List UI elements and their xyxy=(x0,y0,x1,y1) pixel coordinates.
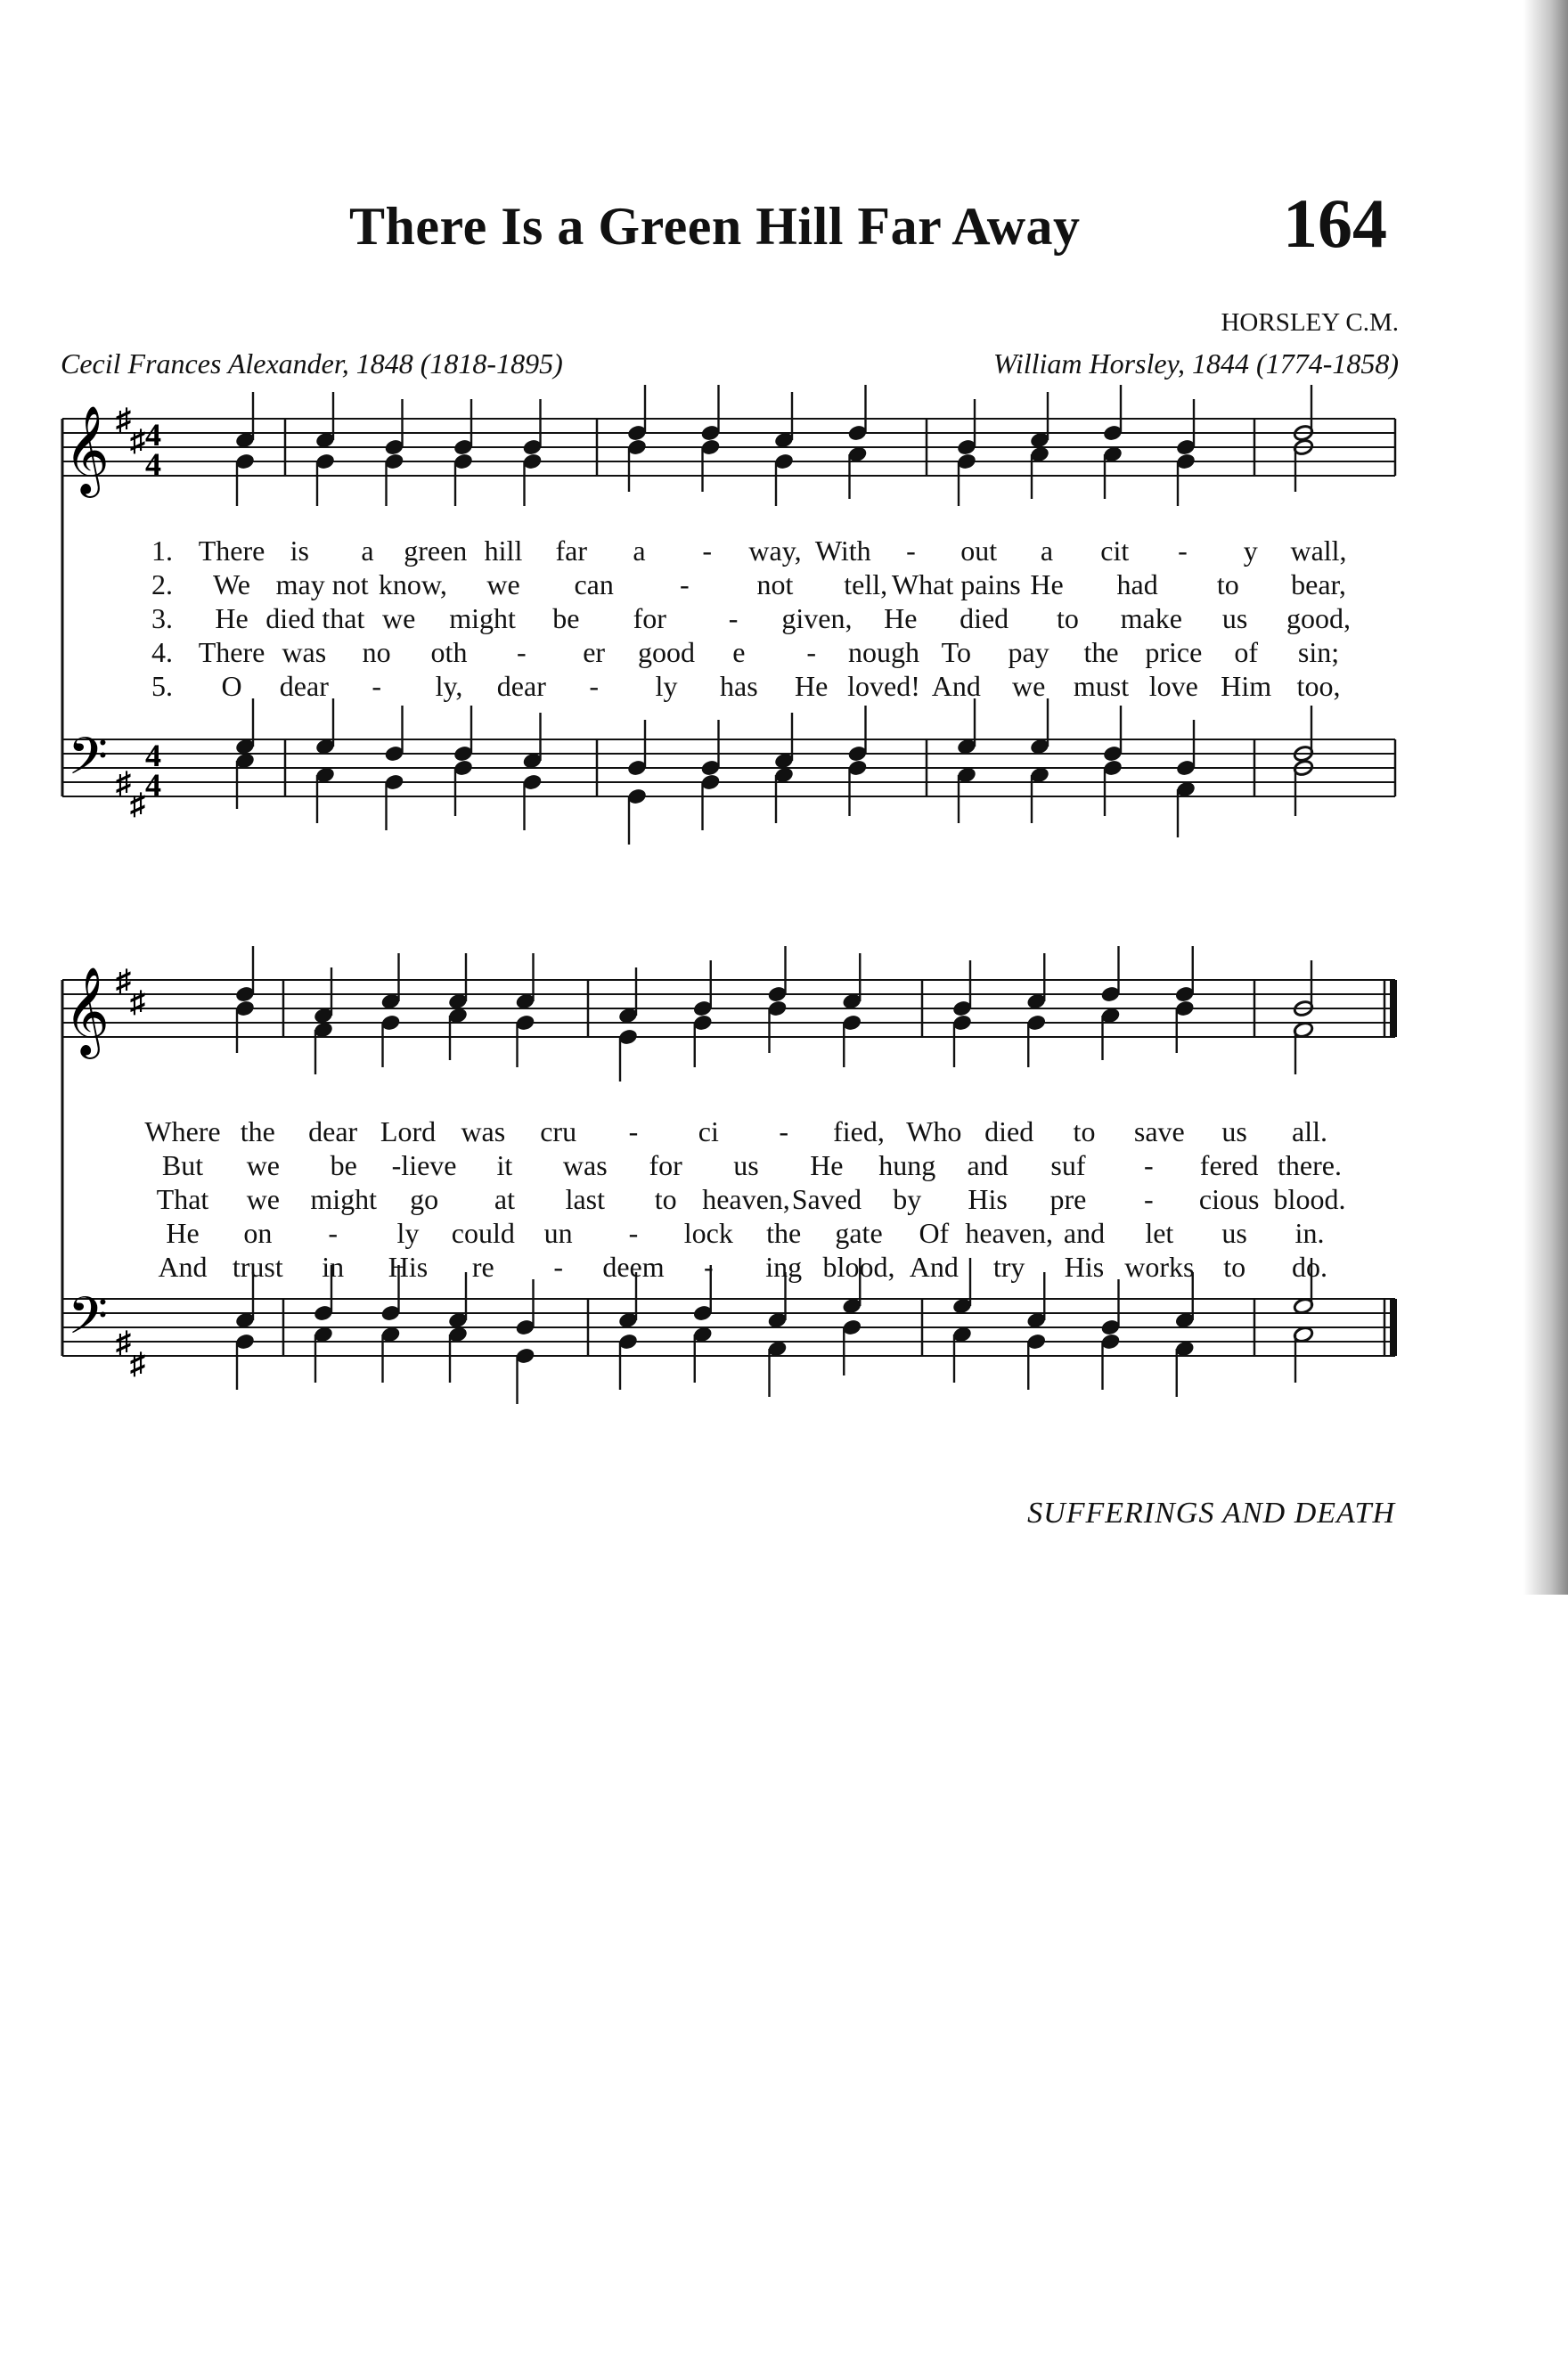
verse-5-line-2 xyxy=(0,1251,1568,1286)
lyric-syllable: - xyxy=(702,535,713,567)
lyric-syllable: far xyxy=(555,535,588,567)
lyric-syllable: a xyxy=(633,535,646,567)
lyric-syllable: last xyxy=(565,1183,605,1215)
lyric-syllable: is xyxy=(290,535,309,567)
lyric-syllable: We xyxy=(213,568,250,600)
lyric-syllable: heaven, xyxy=(702,1183,790,1215)
lyric-syllable: But xyxy=(161,1149,204,1181)
verse-number: 3. xyxy=(151,602,173,634)
final-barline xyxy=(1390,1299,1397,1356)
lyric-syllable: - xyxy=(906,535,916,567)
lyric-syllable: we xyxy=(246,1149,280,1181)
section-footer: SUFFERINGS AND DEATH xyxy=(1027,1497,1395,1530)
lyric-syllable: ing xyxy=(765,1251,803,1283)
lyric-syllable: price xyxy=(1145,636,1203,668)
lyric-syllable: Saved xyxy=(791,1183,862,1215)
lyric-syllable: hill xyxy=(484,535,523,567)
lyric-syllable: To xyxy=(941,636,971,668)
lyric-syllable: suf xyxy=(1050,1149,1086,1181)
lyric-syllable: cious xyxy=(1198,1183,1260,1215)
lyric-syllable: no xyxy=(362,636,391,668)
lyric-syllable: Him xyxy=(1221,670,1272,702)
lyric-syllable: way, xyxy=(748,535,802,567)
lyric-syllable: There xyxy=(198,535,265,567)
lyric-syllable: was xyxy=(282,636,327,668)
verse-5-line-1 xyxy=(0,670,1568,706)
lyric-syllable: His xyxy=(1064,1251,1105,1283)
sharp-sign: ♯ xyxy=(116,767,131,800)
lyric-syllable: lock xyxy=(683,1217,733,1249)
lyric-syllable: green xyxy=(404,535,468,567)
bass-clef-icon: 𝄢 xyxy=(68,1289,109,1358)
verse-number: 4. xyxy=(151,636,173,668)
lyric-syllable: ly xyxy=(655,670,678,702)
lyric-syllable: save xyxy=(1133,1115,1185,1147)
verse-1-line-1 xyxy=(0,535,1568,570)
lyric-syllable: He xyxy=(810,1149,844,1181)
lyric-syllable: we xyxy=(382,602,416,634)
lyric-syllable: us xyxy=(1221,602,1248,634)
bass-clef-icon: 𝄢 xyxy=(68,730,109,798)
lyric-syllable: deem xyxy=(602,1251,665,1283)
lyric-syllable: That xyxy=(156,1183,209,1215)
lyric-syllable: might xyxy=(449,602,516,634)
lyric-syllable: make xyxy=(1120,602,1182,634)
lyric-syllable: to xyxy=(1216,568,1239,600)
lyric-syllable: had xyxy=(1116,568,1158,600)
lyric-syllable: it xyxy=(496,1149,513,1181)
author-credit: Cecil Frances Alexander, 1848 (1818-1895) xyxy=(61,347,563,380)
lyric-syllable: let xyxy=(1145,1217,1174,1249)
lyric-syllable: loved! xyxy=(847,670,920,702)
lyric-syllable: the xyxy=(240,1115,275,1147)
verse-3-line-1 xyxy=(0,602,1568,638)
lyric-syllable: for xyxy=(649,1149,682,1181)
lyric-syllable: hung xyxy=(878,1149,936,1181)
lyric-syllable: good xyxy=(638,636,695,668)
lyric-syllable: - xyxy=(628,1217,639,1249)
lyric-syllable: e xyxy=(732,636,746,668)
verse-number: 2. xyxy=(151,568,173,600)
lyric-syllable: pre xyxy=(1049,1183,1087,1215)
lyric-syllable: all. xyxy=(1292,1115,1327,1147)
page-edge-shadow xyxy=(1523,0,1568,1595)
lyric-syllable: - xyxy=(779,1115,788,1147)
final-barline xyxy=(1390,980,1397,1037)
lyric-syllable: Where xyxy=(144,1115,221,1147)
lyric-syllable: dear xyxy=(496,670,546,702)
lyric-syllable: - xyxy=(372,670,381,702)
sharp-sign: ♯ xyxy=(130,1348,145,1381)
lyric-syllable: - xyxy=(1178,535,1188,567)
lyric-syllable: and xyxy=(967,1149,1009,1181)
lyric-syllable: there. xyxy=(1278,1149,1342,1181)
lyric-syllable: a xyxy=(1040,535,1054,567)
lyric-syllable: died xyxy=(960,602,1009,634)
lyric-syllable: in xyxy=(322,1251,345,1283)
lyric-syllable: pay xyxy=(1008,636,1049,668)
lyric-syllable: given, xyxy=(781,602,853,634)
lyric-syllable: cit xyxy=(1100,535,1130,567)
lyric-syllable: oth xyxy=(430,636,468,668)
lyric-syllable: heaven, xyxy=(965,1217,1053,1249)
lyric-syllable: He xyxy=(166,1217,200,1249)
lyric-syllable: dear xyxy=(279,670,329,702)
lyric-syllable: good, xyxy=(1286,602,1351,634)
lyric-syllable: - xyxy=(1143,1149,1154,1181)
lyric-syllable: be xyxy=(552,602,580,634)
lyric-syllable: at xyxy=(494,1183,515,1215)
lyric-syllable: re xyxy=(471,1251,494,1283)
lyric-syllable: could xyxy=(451,1217,515,1249)
treble-clef-icon: 𝄞 xyxy=(64,968,110,1054)
verse-4-line-1 xyxy=(0,636,1568,672)
lyric-syllable: may not xyxy=(275,568,369,600)
lyric-syllable: for xyxy=(633,602,666,634)
lyric-syllable: we xyxy=(1012,670,1046,702)
lyric-syllable: And xyxy=(931,670,981,702)
lyric-syllable: - xyxy=(517,636,527,668)
lyric-syllable: What pains xyxy=(891,568,1021,600)
verse-3-line-2 xyxy=(0,1183,1568,1219)
lyric-syllable: the xyxy=(1083,636,1119,668)
lyric-syllable: With xyxy=(814,535,871,567)
lyric-syllable: might xyxy=(310,1183,378,1215)
lyric-syllable: tell, xyxy=(844,568,888,600)
lyric-syllable: - xyxy=(1143,1183,1154,1215)
lyric-syllable: of xyxy=(1234,636,1258,668)
lyric-syllable: do. xyxy=(1292,1251,1327,1283)
lyric-syllable: Of xyxy=(919,1217,950,1249)
lyric-syllable: ci xyxy=(698,1115,719,1147)
verse-1-line-2 xyxy=(0,1115,1568,1151)
lyric-syllable: -lieve xyxy=(391,1149,457,1181)
lyric-syllable: sin; xyxy=(1297,636,1340,668)
lyric-syllable: - xyxy=(728,602,739,634)
lyric-syllable: Lord xyxy=(380,1115,437,1147)
lyric-syllable: by xyxy=(893,1183,922,1215)
verse-number: 5. xyxy=(151,670,173,702)
tune-name: HORSLEY C.M. xyxy=(1221,308,1399,337)
verse-4-line-2 xyxy=(0,1217,1568,1253)
lyric-syllable: He xyxy=(1030,568,1064,600)
lyric-syllable: we xyxy=(246,1183,280,1215)
lyric-syllable: to xyxy=(654,1183,677,1215)
lyric-syllable: y xyxy=(1243,535,1258,567)
lyric-syllable: bear, xyxy=(1291,568,1346,600)
lyric-syllable: us xyxy=(1221,1217,1247,1249)
lyric-syllable: we xyxy=(486,568,520,600)
lyric-syllable: was xyxy=(562,1149,608,1181)
lyric-syllable: on xyxy=(243,1217,273,1249)
lyric-syllable: O xyxy=(221,670,242,702)
lyric-syllable: be xyxy=(330,1149,357,1181)
lyric-syllable: in. xyxy=(1294,1217,1325,1249)
sharp-sign: ♯ xyxy=(130,788,145,821)
lyric-syllable: and xyxy=(1063,1217,1106,1249)
lyric-syllable: blood. xyxy=(1273,1183,1346,1215)
lyric-syllable: to xyxy=(1223,1251,1246,1283)
lyric-syllable: - xyxy=(704,1251,714,1283)
sharp-sign: ♯ xyxy=(116,965,131,998)
time-signature-bottom: 4 xyxy=(145,446,161,482)
lyric-syllable: wall, xyxy=(1290,535,1347,567)
lyric-syllable: must xyxy=(1073,670,1130,702)
lyric-syllable: He xyxy=(795,670,829,702)
lyric-syllable: has xyxy=(720,670,758,702)
lyric-syllable: works xyxy=(1124,1251,1195,1283)
hymn-title: There Is a Green Hill Far Away xyxy=(349,197,1081,256)
lyric-syllable: ly xyxy=(396,1217,420,1249)
lyric-syllable: cru xyxy=(540,1115,577,1147)
lyric-syllable: - xyxy=(680,568,690,600)
verse-2-line-2 xyxy=(0,1149,1568,1185)
treble-clef-icon: 𝄞 xyxy=(64,407,110,493)
lyric-syllable: out xyxy=(960,535,998,567)
sharp-sign: ♯ xyxy=(130,425,145,458)
lyric-syllable: gate xyxy=(835,1217,883,1249)
lyric-syllable: er xyxy=(583,636,606,668)
sharp-sign: ♯ xyxy=(116,1326,131,1359)
lyric-syllable: His xyxy=(388,1251,429,1283)
lyric-syllable: try xyxy=(992,1251,1025,1283)
time-signature-bottom: 4 xyxy=(145,767,161,803)
lyric-syllable: too, xyxy=(1296,670,1341,702)
lyric-syllable: dear xyxy=(308,1115,358,1147)
lyric-syllable: And xyxy=(158,1251,208,1283)
hymn-number: 164 xyxy=(1283,184,1387,262)
lyric-syllable: us xyxy=(1221,1115,1247,1147)
lyric-syllable: to xyxy=(1073,1115,1096,1147)
lyric-syllable: the xyxy=(766,1217,802,1249)
lyric-syllable: us xyxy=(733,1149,759,1181)
verse-number: 1. xyxy=(151,535,173,567)
time-signature-top: 4 xyxy=(145,738,161,773)
lyric-syllable: His xyxy=(968,1183,1008,1215)
sharp-sign: ♯ xyxy=(130,986,145,1019)
composer-credit: William Horsley, 1844 (1774-1858) xyxy=(992,347,1399,380)
lyric-syllable: There xyxy=(198,636,265,668)
lyric-syllable: go xyxy=(410,1183,439,1215)
lyric-syllable: He xyxy=(884,602,918,634)
lyric-syllable: died xyxy=(984,1115,1034,1147)
lyric-syllable: - xyxy=(628,1115,639,1147)
lyric-syllable: trust xyxy=(232,1251,283,1283)
lyric-syllable: ly, xyxy=(435,670,463,702)
lyric-syllable: Who xyxy=(906,1115,962,1147)
sharp-sign: ♯ xyxy=(116,404,131,437)
lyric-syllable: love xyxy=(1148,670,1198,702)
lyric-syllable: know, xyxy=(378,568,447,600)
verse-2-line-1 xyxy=(0,568,1568,604)
lyric-syllable: nough xyxy=(848,636,919,668)
lyric-syllable: a xyxy=(361,535,374,567)
lyric-syllable: He xyxy=(215,602,249,634)
lyric-syllable: un xyxy=(543,1217,573,1249)
lyric-syllable: And xyxy=(909,1251,959,1283)
lyric-syllable: - xyxy=(553,1251,563,1283)
lyric-syllable: fered xyxy=(1199,1149,1259,1181)
lyric-syllable: not xyxy=(756,568,794,600)
lyric-syllable: - xyxy=(328,1217,338,1249)
lyric-syllable: fied, xyxy=(833,1115,885,1147)
lyric-syllable: blood, xyxy=(822,1251,895,1283)
lyric-syllable: can xyxy=(574,568,614,600)
lyric-syllable: to xyxy=(1057,602,1079,634)
lyric-syllable: died that xyxy=(265,602,365,634)
time-signature-top: 4 xyxy=(145,417,161,453)
lyric-syllable: - xyxy=(589,670,599,702)
lyric-syllable: - xyxy=(806,636,816,668)
lyric-syllable: was xyxy=(461,1115,506,1147)
